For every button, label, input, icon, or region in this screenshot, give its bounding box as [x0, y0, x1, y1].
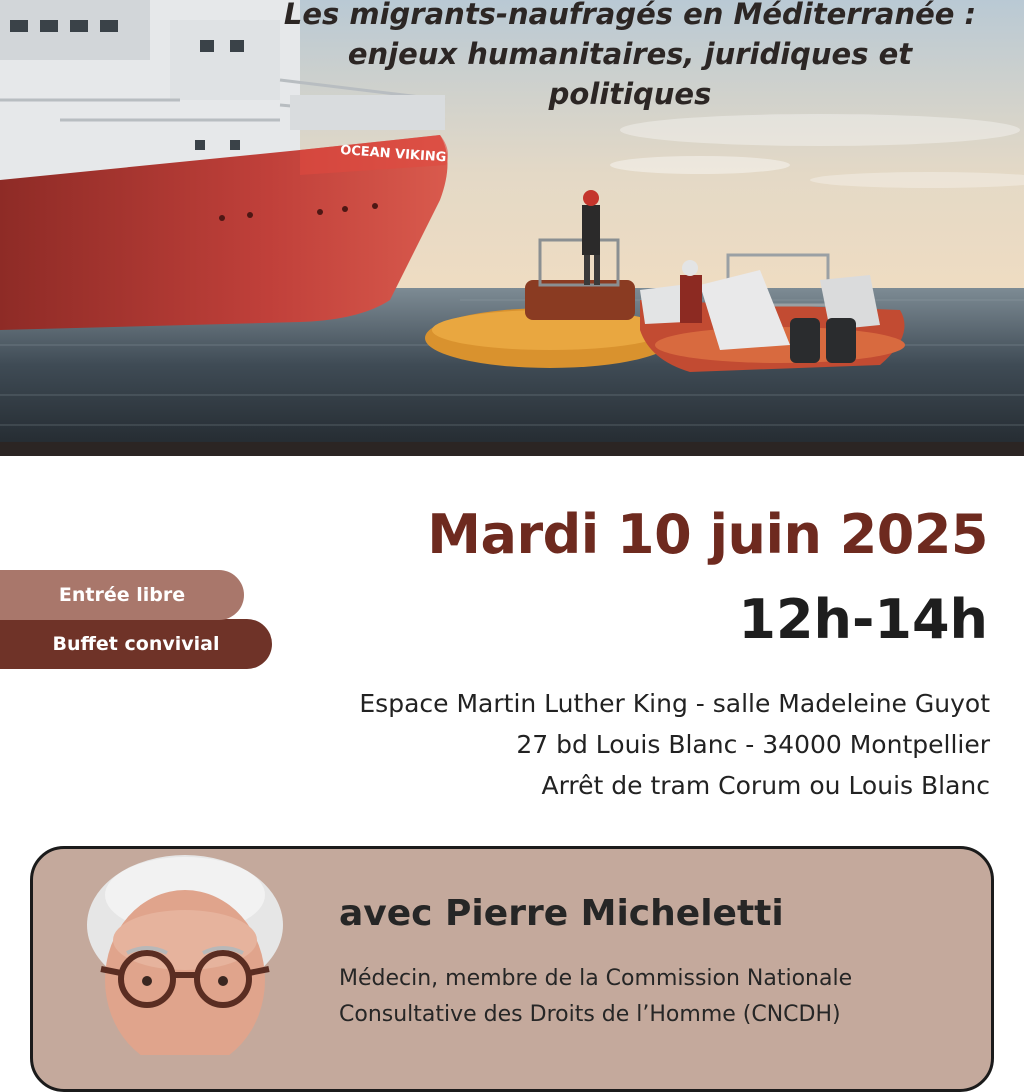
free-entry-badge: Entrée libre	[0, 570, 244, 620]
event-date: Mardi 10 juin 2025	[427, 503, 988, 566]
hero-photo	[0, 0, 1024, 442]
event-title-line-1: Les migrants-naufragés en Méditerranée :	[283, 0, 977, 31]
event-title-line-2: enjeux humanitaires, juridiques et	[347, 37, 913, 71]
address-venue: Espace Martin Luther King - salle Madeleine Guyot	[359, 689, 990, 718]
ship-name-text: OCEAN VIKING	[339, 143, 447, 166]
address-street: 27 bd Louis Blanc - 34000 Montpellier	[516, 730, 990, 759]
speaker-portrait	[77, 855, 293, 1055]
hero-divider	[0, 442, 1024, 456]
speaker-bio	[339, 961, 979, 1033]
address-transport: Arrêt de tram Corum ou Louis Blanc	[541, 771, 990, 800]
event-title-line-3: politiques	[548, 77, 712, 111]
speaker-bio-line-1: Médecin, membre de la Commission Nationale	[339, 966, 853, 991]
event-address	[359, 683, 990, 806]
speaker-bio-line-2: Consultative des Droits de l’Homme (CNCDH)	[339, 1002, 841, 1027]
buffet-badge: Buffet convivial	[0, 619, 272, 669]
event-title	[280, 0, 980, 114]
event-time: 12h-14h	[738, 588, 988, 651]
speaker-card	[30, 846, 994, 1092]
speaker-name: avec Pierre Micheletti	[339, 893, 784, 934]
